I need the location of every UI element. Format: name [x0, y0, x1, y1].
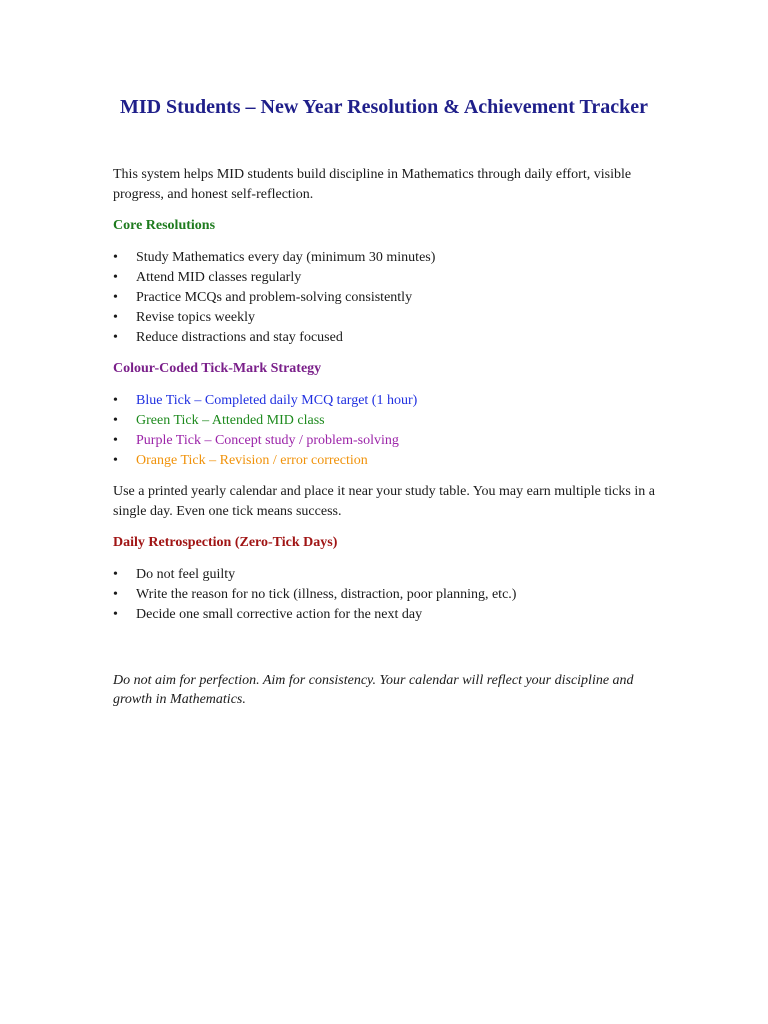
list-item — [113, 268, 655, 288]
document-page — [113, 93, 655, 709]
green-tick-text: Green Tick – Attended MID class — [136, 413, 325, 428]
list-item-text: Reduce distractions and stay focused — [136, 330, 343, 345]
bullet-icon: • — [113, 330, 118, 345]
bullet-icon: • — [113, 433, 118, 448]
list-item — [113, 605, 655, 625]
list-item-text: Do not feel guilty — [136, 567, 236, 582]
bullet-icon: • — [113, 310, 118, 325]
list-item — [113, 248, 655, 268]
tick-strategy-list — [113, 391, 655, 471]
bullet-icon: • — [113, 567, 118, 582]
list-item — [113, 451, 655, 471]
purple-tick-text: Purple Tick – Concept study / problem-solving — [136, 433, 399, 448]
list-item-text: Study Mathematics every day (minimum 30 minutes) — [136, 250, 436, 265]
intro-paragraph: This system helps MID students build discipline in Mathematics through daily effort, visible progress, and honest self-reflection. — [113, 167, 632, 202]
list-item-text: Decide one small corrective action for the next day — [136, 607, 423, 622]
calendar-note: Use a printed yearly calendar and place it near your study table. You may earn multiple ticks in a single day. Even one tick means success. — [113, 484, 655, 519]
document-title: MID Students – New Year Resolution & Achievement Tracker — [119, 96, 649, 118]
bullet-icon: • — [113, 270, 118, 285]
bullet-icon: • — [113, 587, 118, 602]
list-item-text: Attend MID classes regularly — [136, 270, 302, 285]
list-item — [113, 328, 655, 348]
list-item — [113, 308, 655, 328]
closing-quote: Do not aim for perfection. Aim for consistency. Your calendar will reflect your discipline and growth in Mathematics. — [113, 673, 634, 707]
core-resolutions-heading: Core Resolutions — [113, 218, 216, 233]
list-item — [113, 585, 655, 605]
list-item — [113, 391, 655, 411]
bullet-icon: • — [113, 250, 118, 265]
bullet-icon: • — [113, 413, 118, 428]
list-item — [113, 288, 655, 308]
orange-tick-text: Orange Tick – Revision / error correction — [136, 453, 368, 468]
daily-retrospection-heading: Daily Retrospection (Zero-Tick Days) — [113, 535, 338, 550]
list-item-text: Write the reason for no tick (illness, distraction, poor planning, etc.) — [136, 587, 517, 602]
core-resolutions-list — [113, 248, 655, 348]
bullet-icon: • — [113, 607, 118, 622]
list-item-text: Revise topics weekly — [136, 310, 255, 325]
list-item — [113, 411, 655, 431]
list-item — [113, 565, 655, 585]
tick-strategy-heading: Colour-Coded Tick-Mark Strategy — [113, 361, 322, 376]
list-item — [113, 431, 655, 451]
daily-retrospection-list — [113, 565, 655, 625]
bullet-icon: • — [113, 290, 118, 305]
bullet-icon: • — [113, 453, 118, 468]
list-item-text: Practice MCQs and problem-solving consistently — [136, 290, 413, 305]
bullet-icon: • — [113, 393, 118, 408]
blue-tick-text: Blue Tick – Completed daily MCQ target (1 hour) — [136, 393, 418, 408]
